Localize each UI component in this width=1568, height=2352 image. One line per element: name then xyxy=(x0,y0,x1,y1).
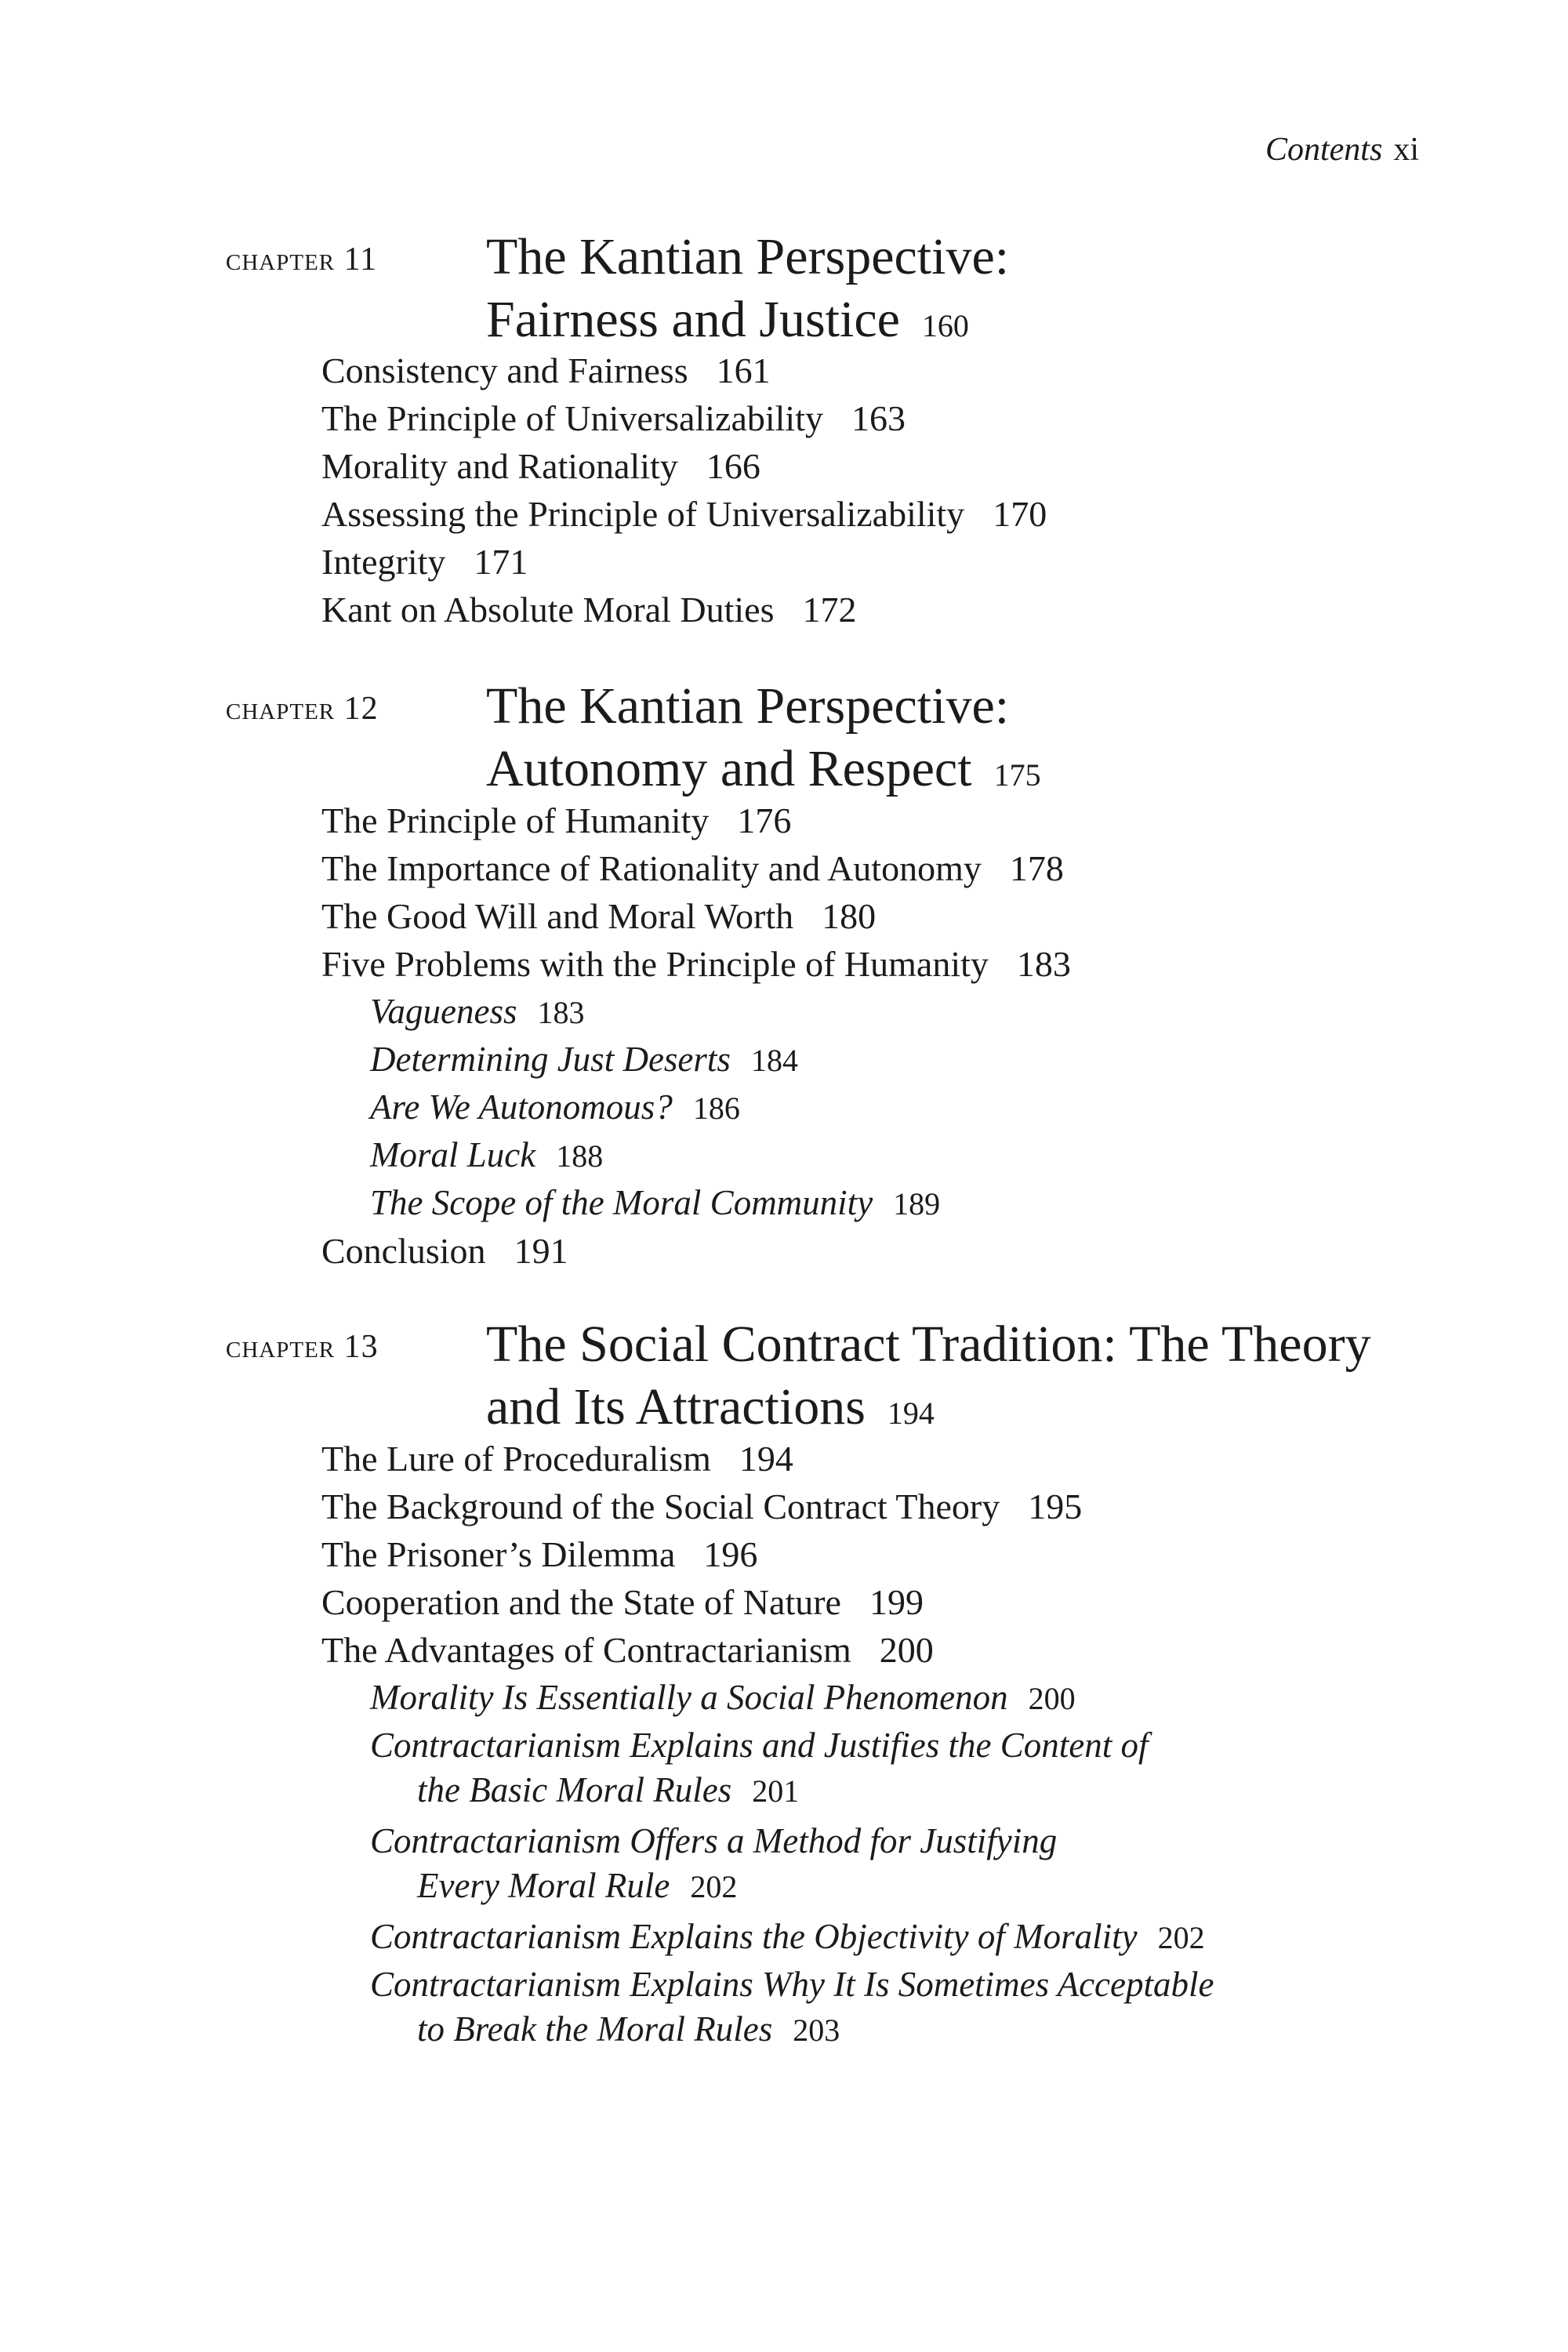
toc-entry xyxy=(321,1632,934,1668)
toc-subentry-page: 202 xyxy=(1157,1920,1205,1955)
toc-entry-text: The Principle of Universalizability xyxy=(321,398,823,438)
chapter-title-text: Autonomy and Respect xyxy=(486,740,972,797)
toc-entry-text: Five Problems with the Principle of Humanity xyxy=(321,944,989,984)
toc-subentry-text: Contractarianism Explains the Objectivity of Morality xyxy=(370,1917,1138,1956)
toc-subentry-text: Moral Luck xyxy=(370,1135,536,1174)
toc-entry-page: 161 xyxy=(716,350,771,390)
toc-entry xyxy=(321,1534,758,1574)
toc-entry-page: 191 xyxy=(514,1231,568,1271)
chapter-title xyxy=(486,226,1427,358)
toc-entry-text: Consistency and Fairness xyxy=(321,350,688,390)
toc-subentry-page: 201 xyxy=(752,1773,800,1809)
toc-entry-page: 172 xyxy=(802,590,857,630)
toc-entry-page: 176 xyxy=(737,800,792,840)
toc-entry-text: Conclusion xyxy=(321,1231,486,1271)
chapter-title-line: The Social Contract Tradition: The Theory xyxy=(486,1316,1371,1373)
toc-entry-page: 163 xyxy=(851,398,906,438)
toc-subentry xyxy=(370,1728,1148,1808)
toc-subentry-page: 188 xyxy=(556,1138,604,1174)
toc-entry-text: The Background of the Social Contract Theory xyxy=(321,1486,1000,1526)
toc-subentry-continuation xyxy=(417,2009,1214,2049)
running-head-label: Contents xyxy=(1265,132,1383,168)
toc-entry-text: The Lure of Proceduralism xyxy=(321,1439,711,1479)
toc-subentry-text: Determining Just Deserts xyxy=(370,1040,731,1079)
toc-subentry xyxy=(370,1680,1076,1715)
toc-subentry-continuation xyxy=(417,1770,1148,1809)
toc-subentry-text: Vagueness xyxy=(370,992,517,1031)
toc-subentry-page: 186 xyxy=(692,1091,740,1126)
toc-entry-page: 195 xyxy=(1028,1486,1083,1526)
toc-entry xyxy=(321,592,857,628)
toc-entry-page: 194 xyxy=(739,1439,793,1479)
toc-subentry-continuation-text: the Basic Moral Rules xyxy=(417,1770,732,1809)
toc-subentry xyxy=(370,1042,798,1077)
chapter-title xyxy=(486,675,1427,807)
toc-entry-text: Integrity xyxy=(321,542,446,582)
chapter-title-line xyxy=(486,738,1427,807)
toc-entry xyxy=(321,848,1064,888)
toc-entry-page: 178 xyxy=(1009,848,1064,888)
toc-entry-text: The Importance of Rationality and Autonomy xyxy=(321,848,982,888)
toc-entry-text: Kant on Absolute Moral Duties xyxy=(321,590,775,630)
chapter-label: chapter 12 xyxy=(226,691,379,727)
running-head-page-number: xi xyxy=(1393,132,1419,168)
toc-entry-page: 180 xyxy=(822,896,877,936)
toc-entry-page: 170 xyxy=(993,494,1047,534)
toc-entry-text: The Principle of Humanity xyxy=(321,800,710,840)
toc-entry xyxy=(321,1441,793,1477)
toc-subentry xyxy=(370,1821,1058,1905)
toc-subentry xyxy=(370,994,584,1029)
chapter-page-number: 160 xyxy=(921,308,969,343)
toc-entry-text: The Prisoner’s Dilemma xyxy=(321,1534,676,1574)
toc-subentry-text: Contractarianism Offers a Method for Justifying xyxy=(370,1821,1058,1860)
toc-subentry-continuation-text: Every Moral Rule xyxy=(417,1866,670,1905)
toc-subentry xyxy=(370,1087,740,1127)
toc-subentry-text: Contractarianism Explains Why It Is Sometimes Acceptable xyxy=(370,1965,1214,2004)
toc-entry-page: 166 xyxy=(706,446,760,486)
toc-entry-text: The Good Will and Moral Worth xyxy=(321,896,794,936)
toc-subentry-continuation xyxy=(417,1868,1057,1904)
toc-entry-text: The Advantages of Contractarianism xyxy=(321,1630,851,1670)
chapter-label: chapter 11 xyxy=(226,241,378,278)
toc-subentry-continuation-text: to Break the Moral Rules xyxy=(417,2009,773,2049)
toc-subentry-page: 183 xyxy=(537,995,585,1030)
chapter-title xyxy=(486,1313,1427,1445)
toc-entry xyxy=(321,448,760,485)
toc-entry xyxy=(321,544,528,580)
chapter-title-line: The Kantian Perspective: xyxy=(486,677,1010,735)
toc-entry xyxy=(321,1233,568,1269)
chapter-title-line xyxy=(486,1376,1427,1445)
toc-entry-page: 200 xyxy=(879,1630,934,1670)
toc-entry xyxy=(321,800,792,840)
chapter-title-text: and Its Attractions xyxy=(486,1378,866,1436)
toc-entry xyxy=(321,398,906,438)
chapter-page-number: 194 xyxy=(887,1396,935,1431)
toc-entry xyxy=(321,496,1047,532)
toc-subentry xyxy=(370,1185,940,1221)
toc-subentry-text: The Scope of the Moral Community xyxy=(370,1183,873,1222)
toc-subentry xyxy=(370,1967,1214,2047)
toc-entry-text: Assessing the Principle of Universalizability xyxy=(321,494,965,534)
toc-entry-page: 183 xyxy=(1016,944,1071,984)
toc-subentry-page: 202 xyxy=(690,1869,738,1904)
toc-subentry-page: 184 xyxy=(750,1043,798,1078)
running-head xyxy=(1265,133,1419,166)
chapter-title-line xyxy=(486,289,1427,358)
toc-subentry-page: 203 xyxy=(793,2013,840,2048)
toc-subentry-page: 200 xyxy=(1028,1681,1076,1716)
toc-entry xyxy=(321,946,1071,982)
chapter-page-number: 175 xyxy=(993,757,1041,793)
toc-entry-text: Morality and Rationality xyxy=(321,446,678,486)
toc-subentry-page: 189 xyxy=(893,1186,941,1221)
chapter-title-line: The Kantian Perspective: xyxy=(486,228,1010,285)
chapter-title-text: Fairness and Justice xyxy=(486,291,900,348)
toc-subentry xyxy=(370,1919,1205,1955)
chapter-label: chapter 13 xyxy=(226,1329,379,1365)
toc-subentry-text: Are We Autonomous? xyxy=(370,1087,673,1127)
toc-entry-page: 196 xyxy=(703,1534,758,1574)
toc-entry-page: 171 xyxy=(474,542,528,582)
toc-entry xyxy=(321,898,876,935)
toc-entry xyxy=(321,350,771,390)
toc-subentry-text: Contractarianism Explains and Justifies the Content of xyxy=(370,1726,1149,1765)
toc-entry-page: 199 xyxy=(869,1582,924,1622)
toc-entry xyxy=(321,1486,1083,1526)
toc-entry xyxy=(321,1584,924,1621)
toc-subentry xyxy=(370,1135,604,1174)
toc-entry-text: Cooperation and the State of Nature xyxy=(321,1582,841,1622)
toc-subentry-text: Morality Is Essentially a Social Phenomenon xyxy=(370,1678,1008,1717)
